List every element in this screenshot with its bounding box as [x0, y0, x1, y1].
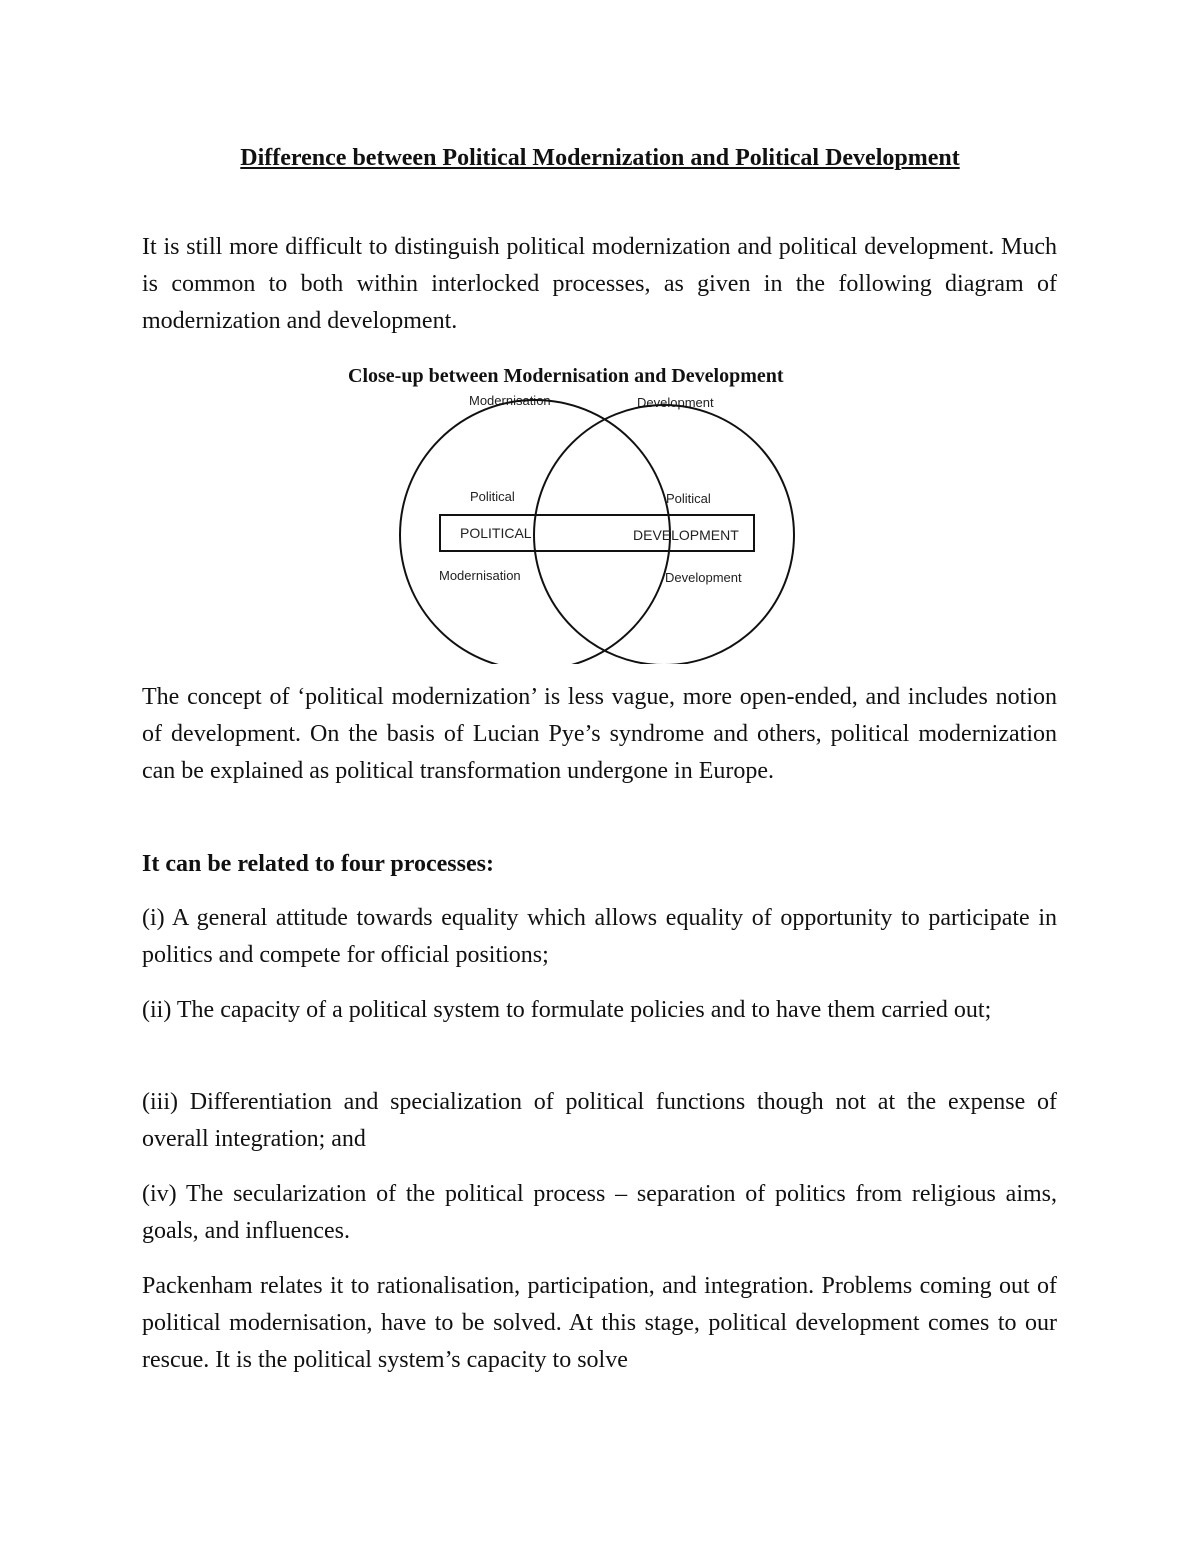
process-item-2: (ii) The capacity of a political system to formulate policies and to have them carried out;	[142, 997, 992, 1023]
process-item-3: (iii) Differentiation and specialization of political functions though not at the expense of overall integration; and	[142, 1089, 1057, 1152]
label-modernisation-bottom: Modernisation	[439, 568, 521, 583]
packenham-paragraph: Packenham relates it to rationalisation, participation, and integration. Problems coming out of political modernisation, have to be solved. At this stage, political development comes to our rescue. It is the political system’s capacity to solve	[142, 1273, 1057, 1373]
diagram-title: Close-up between Modernisation and Development	[348, 365, 784, 387]
label-political-left: Political	[470, 489, 515, 504]
process-item-4: (iv) The secularization of the political process – separation of politics from religious aims, goals, and influences.	[142, 1181, 1057, 1244]
intro-paragraph: It is still more difficult to distinguish political modernization and political development. Much is common to both within interlocked processes, as given in the following diagram of modernization and development.	[142, 234, 1057, 334]
document-title: Difference between Political Modernization and Political Development	[240, 145, 960, 171]
box-label-political: POLITICAL	[460, 525, 532, 541]
label-modernisation-top: Modernisation	[469, 393, 551, 408]
processes-heading: It can be related to four processes:	[142, 851, 494, 877]
label-development-top: Development	[637, 395, 714, 410]
box-label-development: DEVELOPMENT	[633, 527, 739, 543]
venn-diagram	[300, 352, 900, 664]
process-item-1: (i) A general attitude towards equality which allows equality of opportunity to participate in politics and compete for official positions;	[142, 905, 1057, 968]
concept-paragraph: The concept of ‘political modernization’ is less vague, more open-ended, and includes notion of development. On the basis of Lucian Pye’s syndrome and others, political modernization can be explained as political transformation undergone in Europe.	[142, 684, 1057, 784]
label-development-bottom: Development	[665, 570, 742, 585]
label-political-right: Political	[666, 491, 711, 506]
